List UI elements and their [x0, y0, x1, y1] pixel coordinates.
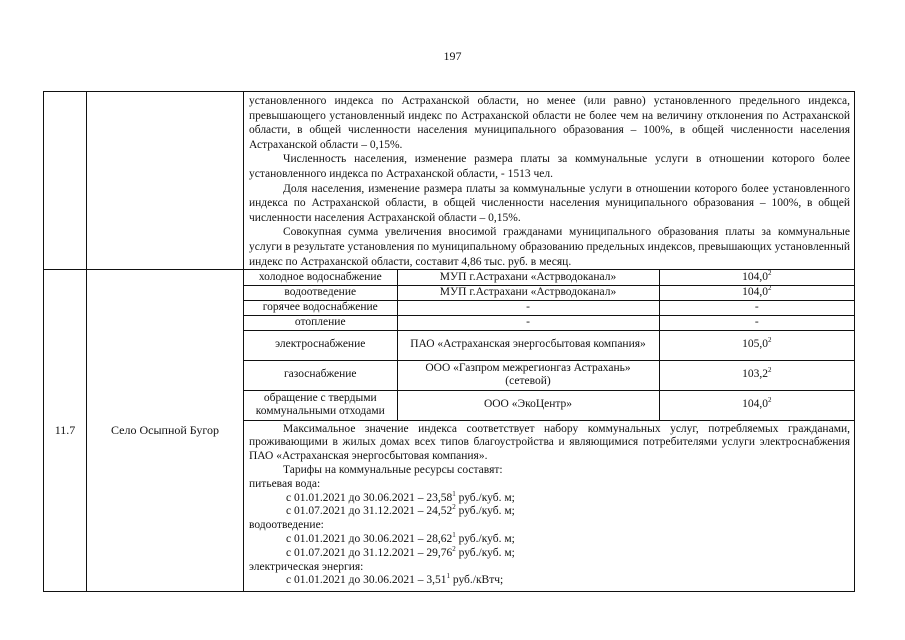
footnote-mark: 2 — [452, 544, 456, 553]
service-index: 105,0$^2$ — [659, 330, 854, 360]
footnote-mark: 2 — [767, 336, 772, 345]
service-provider: - — [397, 300, 659, 315]
service-name: холодное водоснабжение — [244, 270, 397, 285]
service-provider: - — [397, 315, 659, 330]
paragraph-population: Численность населения, изменение размера платы за коммунальные услуги в отношении которого более установленного индекса по Астраханской области, - 1513 чел. — [249, 153, 850, 180]
settlement-name: Село Осыпной Бугор — [87, 270, 244, 592]
services-table — [244, 270, 854, 421]
paragraph-max-index: Максимальное значение индекса соответствует набору коммунальных услуг, потребляемых гражданами, проживающими в жилых домах всех типов благоустройства и являющимися потребителями услуги электроснабжения ПАО «Астраханская энергосбытовая компания». — [249, 422, 850, 463]
service-row — [244, 285, 854, 300]
service-name: горячее водоснабжение — [244, 300, 397, 315]
service-name: водоотведение — [244, 285, 397, 300]
footnote-mark: 2 — [767, 268, 772, 277]
service-provider: МУП г.Астрахани «Астрводоканал» — [397, 270, 659, 285]
settlement-notes — [244, 421, 854, 589]
service-provider: ООО «ЭкоЦентр» — [397, 390, 659, 420]
tariff-line: с 01.01.2021 до 30.06.2021 – 3,51$^1$ руб./кВтч; — [286, 572, 504, 587]
row-number: 11.7 — [44, 270, 87, 592]
footnote-mark: 2 — [767, 283, 772, 292]
tariffs-intro: Тарифы на коммунальные ресурсы составят: — [283, 464, 503, 477]
main-table — [43, 91, 855, 592]
footnote-mark: 1 — [452, 531, 456, 539]
settlement-details-cell — [244, 270, 855, 592]
service-provider: ПАО «Астраханская энергосбытовая компания» — [397, 330, 659, 360]
service-row — [244, 360, 854, 390]
service-index: 104,0$^2$ — [659, 270, 854, 285]
footnote-mark: 1 — [452, 489, 456, 498]
footnote-mark: 2 — [767, 366, 772, 375]
service-name: электроснабжение — [244, 330, 397, 360]
paragraph-population-share: Доля населения, изменение размера платы за коммунальные услуги в отношении которого более установленного индекса по Астраханской области, в общей численности населения муниципального образования – 100%, в общей численности населения Астраханской области – 0,15%. — [249, 182, 850, 224]
tariff-group-label: электрическая энергия: — [249, 560, 364, 573]
tariff-line: с 01.01.2021 до 30.06.2021 – 23,58$^1$ руб./куб. м; — [286, 489, 515, 504]
tariff-line: с 01.07.2021 до 31.12.2021 – 29,76$^2$ руб./куб. м; — [286, 544, 515, 559]
service-index: 104,0$^2$ — [659, 285, 854, 300]
paragraph-index-limit: установленного индекса по Астраханской области, но менее (или равно) установленного предельного индекса, превышающего установленный индекс по Астраханской области не более чем на величину отклонения по Астраханской области, в общей численности населения муниципального образования – 100%, в общей численности населения Астраханской области – 0,15%. — [249, 95, 850, 151]
service-index: 103,2$^2$ — [659, 360, 854, 390]
service-row — [244, 330, 854, 360]
tariff-group-label: питьевая вода: — [249, 477, 321, 490]
service-row — [244, 270, 854, 285]
service-row — [244, 315, 854, 330]
tariff-line: с 01.07.2021 до 31.12.2021 – 24,52$^2$ руб./куб. м; — [286, 503, 515, 518]
continuation-text-cell — [244, 92, 855, 270]
service-index: 104,0$^2$ — [659, 390, 854, 420]
service-row — [244, 300, 854, 315]
service-index: - — [659, 315, 854, 330]
service-name: отопление — [244, 315, 397, 330]
service-index: - — [659, 300, 854, 315]
service-row — [244, 390, 854, 420]
footnote-mark: 2 — [767, 396, 772, 405]
service-name: обращение с твердыми коммунальными отходами — [244, 390, 397, 420]
settlement-row — [44, 270, 855, 592]
continuation-row — [44, 92, 855, 270]
footnote-mark: 2 — [452, 503, 456, 512]
footnote-mark: 1 — [446, 572, 450, 581]
tariff-groups — [249, 478, 850, 588]
page-number: 197 — [443, 49, 462, 63]
paragraph-total-increase: Совокупная сумма увеличения вносимой гражданами муниципального образования платы за коммунальные услуги в результате установления по муниципальному образованию предельных индексов, превышающих установленный индекс по Астраханской области, составит 4,86 тыс. руб. в месяц. — [249, 226, 850, 268]
service-provider: ООО «Газпром межрегионгаз Астрахань» (сетевой) — [397, 360, 659, 390]
tariff-group-label: водоотведение: — [249, 519, 324, 532]
service-name: газоснабжение — [244, 360, 397, 390]
service-provider: МУП г.Астрахани «Астрводоканал» — [397, 285, 659, 300]
tariff-line: с 01.01.2021 до 30.06.2021 – 28,62$^1$ руб./куб. м; — [286, 531, 515, 545]
